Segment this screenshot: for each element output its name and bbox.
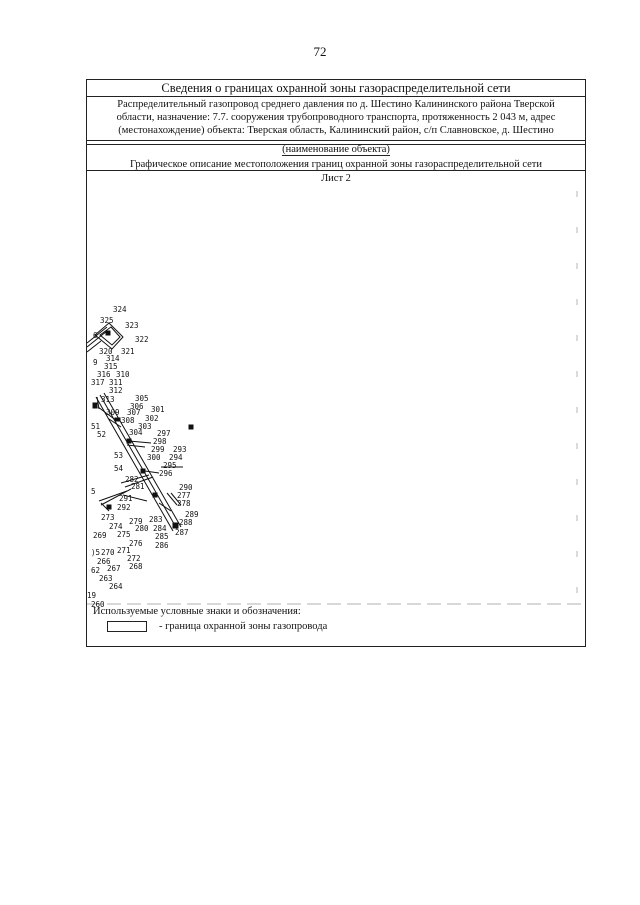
point-label: 323 [125, 321, 139, 330]
point-label: 285 [155, 532, 169, 541]
point-label: 284 [153, 524, 167, 533]
point-label: 269 [93, 531, 107, 540]
point-label: 9 [93, 358, 98, 367]
point-label: 263 [99, 574, 113, 583]
point-label: 54 [114, 464, 124, 473]
point-label: 315 [104, 362, 118, 371]
point-label: 280 [135, 524, 149, 533]
point-label: 296 [159, 469, 173, 478]
point-label: 298 [153, 437, 167, 446]
point-label: 292 [117, 503, 131, 512]
point-label: 266 [97, 557, 111, 566]
boundary-drawing [87, 171, 585, 607]
point-label: 62 [91, 566, 101, 575]
point-label: )5 [91, 548, 101, 557]
point-label: 5 [91, 487, 96, 496]
boundary-plan-svg [87, 171, 585, 607]
point-label: 305 [135, 394, 149, 403]
object-description-line: (местонахождение) объекта: Тверская область, Калининский район, с/п Славновское, д. Шестино [118, 125, 554, 136]
point-label: 317 [91, 378, 105, 387]
point-label: 312 [109, 386, 123, 395]
point-label: 314 [106, 354, 120, 363]
point-label: 294 [169, 453, 183, 462]
page-number: 72 [313, 44, 327, 59]
point-label: 321 [121, 347, 135, 356]
object-description-line: области, назначение: 7.7. сооружения трубопроводного транспорта, протяженность 2 043 м, адрес [116, 112, 556, 123]
point-label: 324 [113, 305, 127, 314]
point-label: 283 [149, 515, 163, 524]
point-label: 268 [129, 562, 143, 571]
point-label: 274 [109, 522, 123, 531]
point-label: 272 [127, 554, 141, 563]
point-label: 307 [127, 408, 141, 417]
graphic-description-title: Графическое описание местоположения границ охранной зоны газораспределительной сети [87, 158, 585, 171]
point-label: 19 [87, 591, 97, 600]
point-label: 271 [117, 546, 131, 555]
sheet-label: Лист 2 [321, 173, 351, 184]
point-label: 311 [109, 378, 123, 387]
point-label: 325 [100, 316, 114, 325]
point-label: 260 [91, 600, 105, 607]
point-label: 275 [117, 530, 131, 539]
point-label: 309 [106, 408, 120, 417]
point-label: 310 [116, 370, 130, 379]
point-label: 290 [179, 483, 193, 492]
point-label: 303 [138, 422, 152, 431]
point-label: 300 [147, 453, 161, 462]
object-description [87, 97, 585, 137]
legend-boundary-label: - граница охранной зоны газопровода [159, 621, 328, 632]
point-label: 264 [109, 582, 123, 591]
object-caption [87, 144, 585, 156]
point-label: 304 [129, 428, 143, 437]
point-label: 322 [135, 335, 149, 344]
point-label: 53 [114, 451, 124, 460]
point-label: 267 [107, 564, 121, 573]
point-label: 6 [93, 331, 98, 340]
point-label: 291 [119, 494, 133, 503]
object-description-line: Распределительный газопровод среднего давления по д. Шестино Калининского района Тверской [117, 99, 555, 110]
point-label: 288 [179, 518, 193, 527]
point-label: 282 [125, 475, 139, 484]
point-label: 273 [101, 513, 115, 522]
point-label: 277 [177, 491, 191, 500]
legend-heading: Используемые условные знаки и обозначения: [93, 606, 301, 617]
point-label: 281 [131, 482, 145, 491]
point-label: 279 [129, 517, 143, 526]
object-caption-text: (наименование объекта) [282, 144, 390, 155]
point-label: 313 [101, 395, 115, 404]
point-label: 320 [99, 347, 113, 356]
point-labels [87, 305, 199, 607]
legend-boundary-symbol [107, 621, 147, 632]
document-title: Сведения о границах охранной зоны газораспределительной сети [87, 80, 585, 97]
divider [87, 140, 585, 141]
point-label: 51 [91, 422, 101, 431]
point-label: 302 [145, 414, 159, 423]
point-label: 316 [97, 370, 111, 379]
point-label: 297 [157, 429, 171, 438]
document-frame [86, 79, 586, 647]
point-label: 270 [101, 548, 115, 557]
point-label: 286 [155, 541, 169, 550]
point-label: 289 [185, 510, 199, 519]
point-label: 52 [97, 430, 107, 439]
point-label: 287 [175, 528, 189, 537]
point-label: 295 [163, 461, 177, 470]
point-label: 299 [151, 445, 165, 454]
point-label: 278 [177, 499, 191, 508]
point-label: 308 [121, 416, 135, 425]
point-label: 306 [130, 402, 144, 411]
point-label: 301 [151, 405, 165, 414]
point-label: 276 [129, 539, 143, 548]
point-label: 293 [173, 445, 187, 454]
